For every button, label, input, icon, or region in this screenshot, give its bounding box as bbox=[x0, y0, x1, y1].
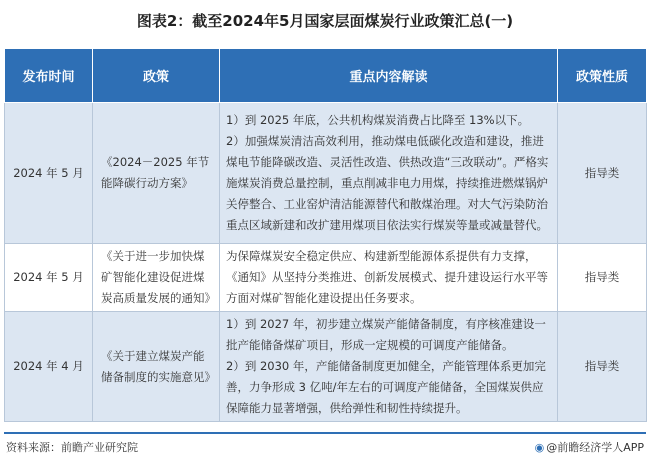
header-date: 发布时间 bbox=[5, 49, 93, 103]
table-row bbox=[5, 312, 647, 422]
cell-nature: 指导类 bbox=[558, 244, 647, 312]
brand-logo-icon: ◉ bbox=[534, 441, 545, 454]
brand-label bbox=[535, 439, 644, 455]
cell-content bbox=[220, 312, 558, 422]
page-title: 图表2：截至2024年5月国家层面煤炭行业政策汇总(一) bbox=[136, 12, 514, 30]
cell-date: 2024 年 5 月 bbox=[5, 103, 93, 244]
table-row bbox=[5, 244, 647, 312]
table-row bbox=[5, 103, 647, 244]
cell-content bbox=[220, 103, 558, 244]
cell-policy: 《关于建立煤炭产能储备制度的实施意见》 bbox=[93, 312, 220, 422]
cell-policy: 《2024－2025 年节能降碳行动方案》 bbox=[93, 103, 220, 244]
cell-date: 2024 年 5 月 bbox=[5, 244, 93, 312]
source-note: 资料来源：前瞻产业研究院 bbox=[6, 441, 138, 454]
cell-policy: 《关于进一步加快煤矿智能化建设促进煤炭高质量发展的通知》 bbox=[93, 244, 220, 312]
content-paragraph: 1）到 2027 年，初步建立煤炭产能储备制度，有序核准建设一批产能储备煤矿项目，形成一定规模的可调度产能储备。 bbox=[226, 317, 546, 352]
cell-nature: 指导类 bbox=[558, 103, 647, 244]
header-content: 重点内容解读 bbox=[220, 49, 558, 103]
content-paragraph: 2）加强煤炭清洁高效利用，推动煤电低碳化改造和建设，推进煤电节能降碳改造、灵活性改造、供热改造“三改联动”。严格实施煤炭消费总量控制，重点削减非电力用煤，持续推进燃煤锅炉关停整合、工业窑炉清洁能源替代和散煤治理。对大气污染防治重点区域新建和改扩建用煤项目依法实行煤炭等量或减量替代。 bbox=[226, 134, 549, 232]
cell-date: 2024 年 4 月 bbox=[5, 312, 93, 422]
footer bbox=[4, 432, 646, 454]
cell-content bbox=[220, 244, 558, 312]
content-paragraph: 1）到 2025 年底，公共机构煤炭消费占比降至 13%以下。 bbox=[226, 113, 530, 127]
cell-nature: 指导类 bbox=[558, 312, 647, 422]
policy-table bbox=[4, 48, 647, 422]
header-policy: 政策 bbox=[93, 49, 220, 103]
table-header-row bbox=[5, 49, 647, 103]
header-nature: 政策性质 bbox=[558, 49, 647, 103]
content-paragraph: 为保障煤炭安全稳定供应、构建新型能源体系提供有力支撑，《通知》从坚持分类推进、创新发展模式、提升建设运行水平等方面对煤矿智能化建设提出任务要求。 bbox=[226, 249, 548, 305]
content-paragraph: 2）到 2030 年，产能储备制度更加健全，产能管理体系更加完善，力争形成 3 亿吨/年左右的可调度产能储备，全国煤炭供应保障能力显著增强，供给弹性和韧性持续提升。 bbox=[226, 359, 546, 415]
brand-text: @前瞻经济学人APP bbox=[546, 441, 644, 454]
